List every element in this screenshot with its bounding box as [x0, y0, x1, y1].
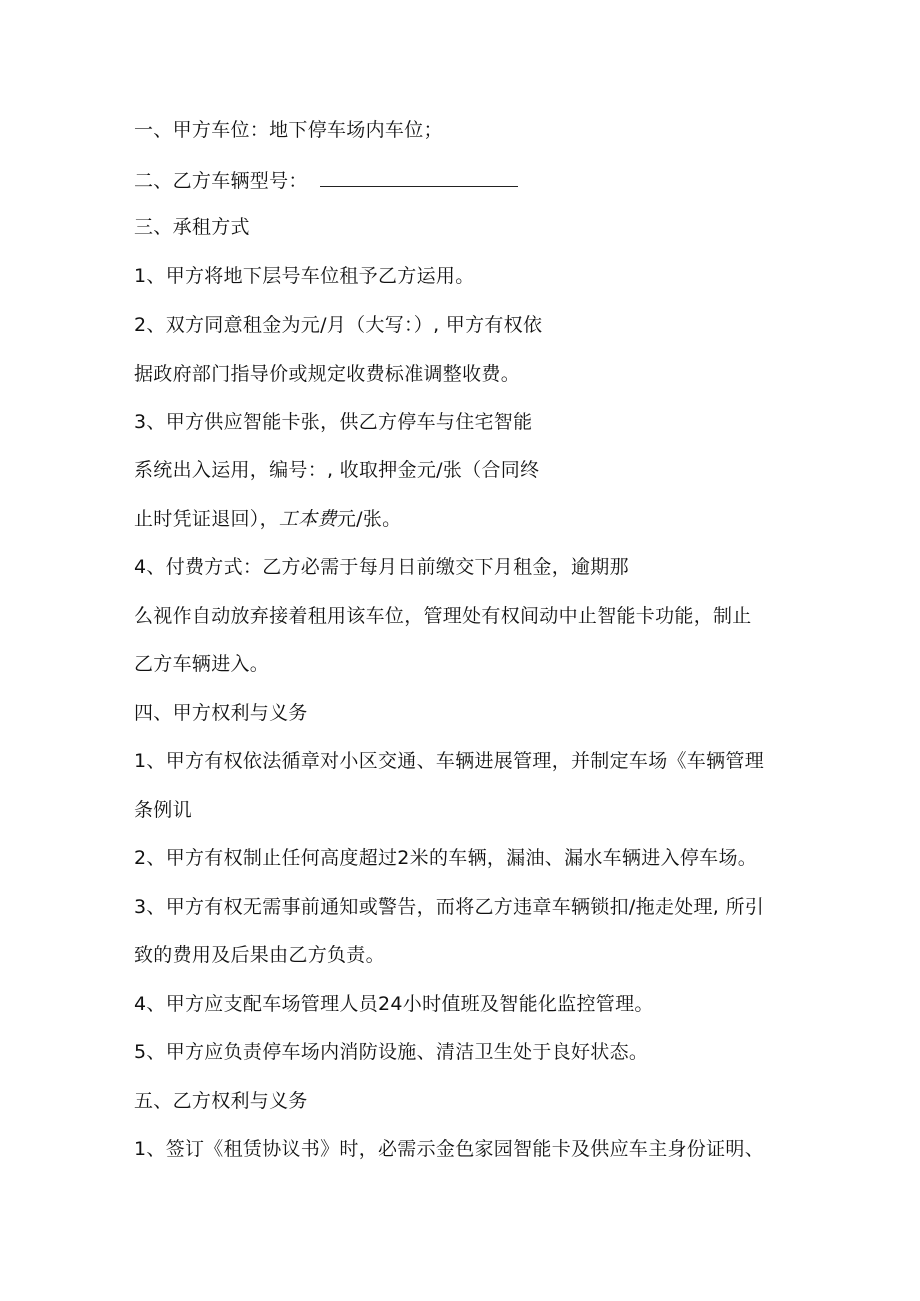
fee-tail: 元/张。 — [336, 508, 402, 530]
clause-4-5: 5、甲方应负责停车场内消防设施、清洁卫生处于良好状态。 — [134, 1041, 649, 1063]
clause-1-parking-space: 一、甲方车位：地下停车场内车位； — [134, 119, 443, 141]
vehicle-model-blank-field — [320, 168, 518, 187]
clause-3-4-cont: 么视作自动放弃接着租用该车位，管理处有权间动中止智能卡功能，制止 — [134, 605, 752, 627]
clause-2-label: 二、乙方车辆型号： — [134, 170, 308, 192]
clause-4-3: 3、甲方有权无需事前通知或警告，而将乙方违章车辆锁扣/拖走处理, 所引 — [134, 896, 765, 918]
section-4-heading: 四、甲方权利与义务 — [134, 702, 308, 724]
clause-3-1: 1、甲方将地下层号车位租予乙方运用。 — [134, 265, 475, 287]
section-3-heading: 三、承租方式 — [134, 216, 250, 238]
clause-3-4: 4、付费方式：乙方必需于每月日前缴交下月租金，逾期那 — [134, 556, 629, 578]
clause-3-3-cont-2 — [134, 507, 401, 531]
fee-label-italic: 工本费 — [278, 508, 337, 530]
clause-3-3: 3、甲方供应智能卡张，供乙方停车与住宅智能 — [134, 411, 533, 433]
clause-3-4-cont-2: 乙方车辆进入。 — [134, 653, 270, 675]
clause-4-1-cont: 条例讥 — [134, 799, 192, 821]
clause-3-2-cont: 据政府部门指导价或规定收费标准调整收费。 — [134, 363, 521, 385]
clause-4-1: 1、甲方有权依法循章对小区交通、车辆进展管理，并制定车场《车辆管理 — [134, 750, 764, 772]
clause-5-1: 1、签订《租赁协议书》时，必需示金色家园智能卡及供应车主身份证明、 — [134, 1138, 764, 1160]
clause-3-3-text: 止时凭证退回）， — [134, 508, 279, 530]
clause-4-2: 2、甲方有权制止任何高度超过2米的车辆，漏油、漏水车辆进入停车场。 — [134, 847, 758, 869]
clause-3-2: 2、双方同意租金为元/月（大写：）, 甲方有权依 — [134, 314, 543, 336]
section-5-heading: 五、乙方权利与义务 — [134, 1090, 308, 1112]
clause-2-vehicle-model — [134, 168, 518, 193]
clause-3-3-cont: 系统出入运用，编号：, 收取押金元/张（合同终 — [134, 459, 540, 481]
clause-4-3-cont: 致的费用及后果由乙方负责。 — [134, 944, 385, 966]
clause-4-4: 4、甲方应支配车场管理人员24小时值班及智能化监控管理。 — [134, 993, 654, 1015]
